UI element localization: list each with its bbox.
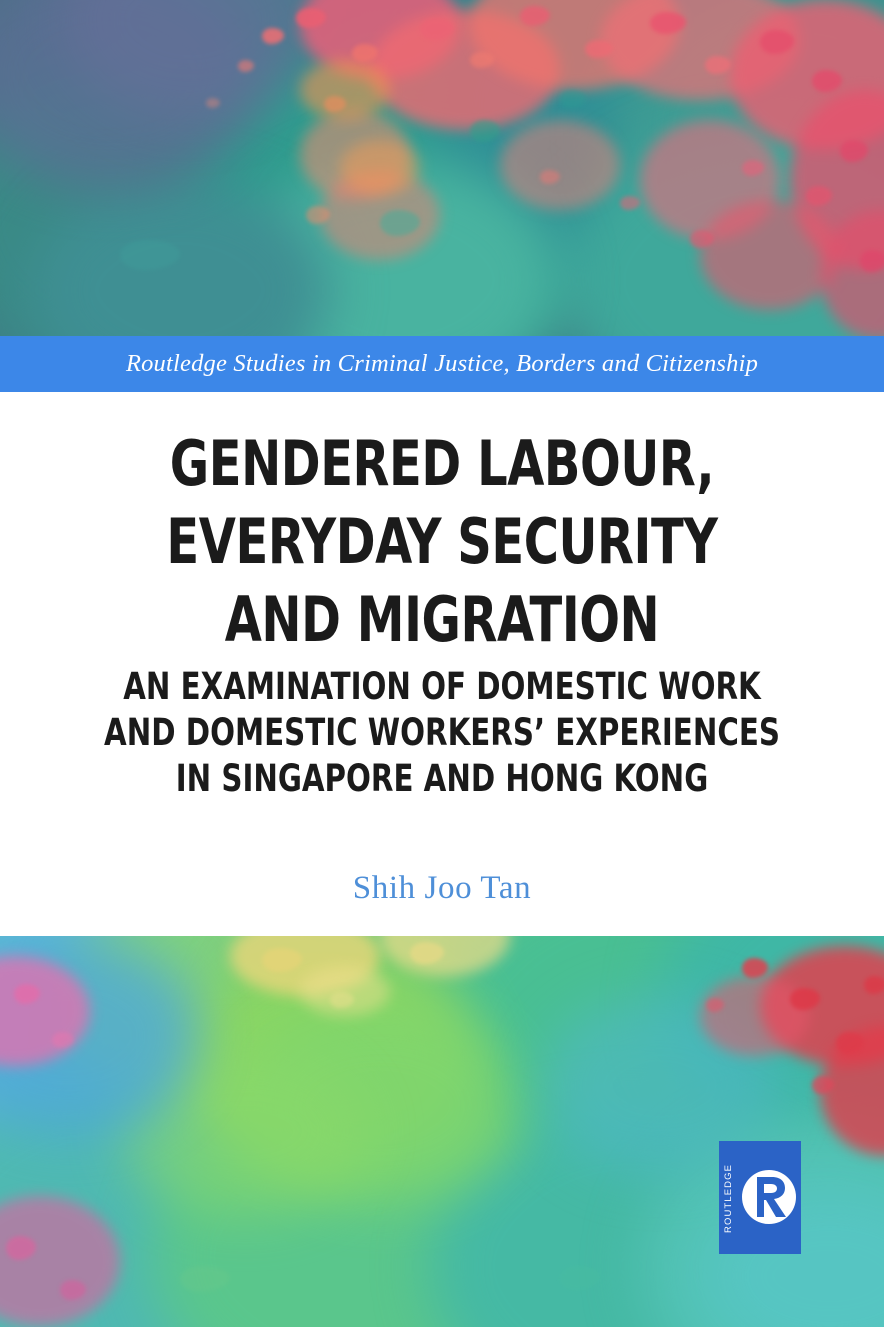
title-line-2: EVERYDAY SECURITY: [166, 505, 718, 578]
subtitle-line-2: AND DOMESTIC WORKERS’ EXPERIENCES: [104, 711, 780, 754]
series-band: [0, 336, 884, 392]
series-title: Routledge Studies in Criminal Justice, Borders and Citizenship: [125, 350, 759, 377]
subtitle-line-3: IN SINGAPORE AND HONG KONG: [175, 757, 709, 800]
cover-artwork-top: [0, 0, 884, 336]
cover-text-area: [0, 392, 884, 936]
page-subtitle: [53, 664, 831, 802]
routledge-logo: [719, 1141, 801, 1254]
title-line-1: GENDERED LABOUR,: [169, 427, 715, 500]
svg-text:ROUTLEDGE: ROUTLEDGE: [723, 1163, 734, 1233]
cover-artwork-bottom: [0, 936, 884, 1327]
subtitle-line-1: AN EXAMINATION OF DOMESTIC WORK: [123, 665, 761, 708]
author-name: Shih Joo Tan: [352, 870, 532, 906]
title-line-3: AND MIGRATION: [224, 583, 660, 656]
page-title: [62, 425, 822, 659]
